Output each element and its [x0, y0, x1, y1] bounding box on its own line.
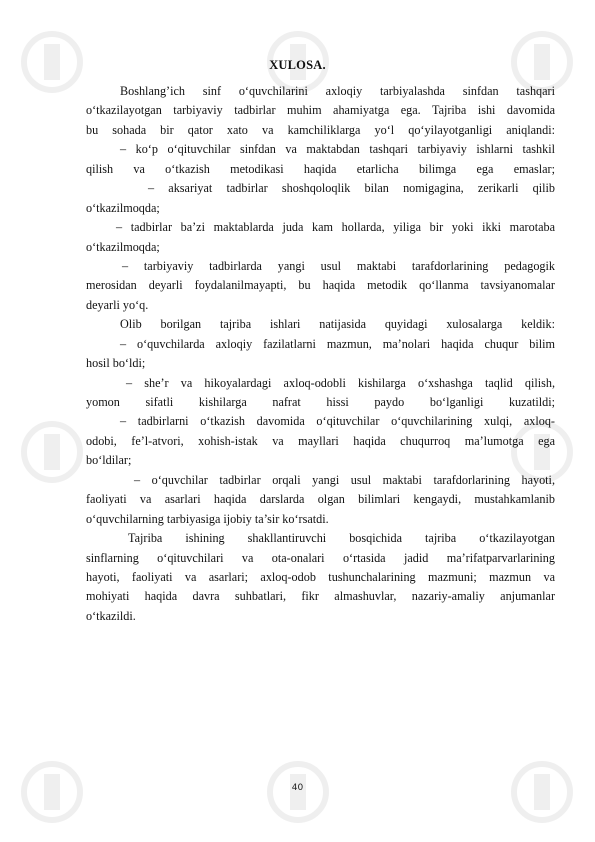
page-number: 40	[291, 783, 304, 793]
text-line: hayoti, faoliyati va asarlari; axloq-odob tushunchalarining mazmuni; mazmun va	[86, 569, 555, 584]
text-line: – tadbirlarni o‘tkazish davomida o‘qituvchilar o‘quvchilarining xulqi, axloq-	[120, 414, 555, 429]
text-line: – ko‘p o‘qituvchilar sinfdan va maktabdan tashqari tarbiyaviy ishlarni tashkil	[120, 142, 555, 157]
text-line: o‘tkazilayotgan tarbiyaviy tadbirlar muhim ahamiyatga ega. Tajriba ishi davomida	[86, 103, 555, 118]
text-line: deyarli yo‘q.	[86, 297, 149, 312]
text-line: o‘tkazildi.	[86, 608, 136, 623]
text-line: Olib borilgan tajriba ishlari natijasida quyidagi xulosalarga keldik:	[120, 317, 555, 332]
text-line: qilish va o‘tkazish metodikasi haqida etarlicha bilimga ega emaslar;	[86, 161, 555, 176]
text-line: merosidan deyarli foydalanilmayapti, bu haqida metodik qo‘llanma tavsiyanomalar	[86, 278, 555, 293]
text-line: odobi, fe’l-atvori, xohish-istak va mayllari haqida chuqurroq ma’lumotga ega	[86, 433, 555, 448]
section-title: XULOSA.	[269, 58, 326, 72]
text-line: sinflarning o‘qituvchilari va ota-onalari o‘rtasida jadid ma’rifatparvarlarining	[86, 550, 555, 565]
text-line: yomon sifatli kishilarga nafrat hissi paydo bo‘lganligi kuzatildi;	[86, 395, 555, 409]
text-line: hosil bo‘ldi;	[86, 356, 146, 371]
text-line: bo‘ldilar;	[86, 453, 132, 468]
text-line: – aksariyat tadbirlar shoshqoloqlik bilan nomigagina, zerikarli qilib	[148, 181, 555, 196]
text-line: o‘tkazilmoqda;	[86, 200, 160, 215]
text-line: Tajriba ishining shakllantiruvchi bosqichida tajriba o‘tkazilayotgan	[128, 531, 555, 546]
text-line: faoliyati va asarlari haqida darslarda olgan bilimlari kengaydi, mustahkamlanib	[86, 492, 555, 507]
text-line: o‘quvchilarning tarbiyasiga ijobiy ta’sir ko‘rsatdi.	[86, 511, 329, 526]
text-line: – o‘quvchilar tadbirlar orqali yangi usul maktabi tarafdorlarining hayoti,	[134, 472, 555, 487]
watermark-logo-icon	[20, 420, 84, 484]
text-line: mohiyati haqida davra suhbatlari, fikr almashuvlar, nazariy-amaliy anjumanlar	[86, 589, 555, 604]
text-line: – tarbiyaviy tadbirlarda yangi usul maktabi tarafdorlarining pedagogik	[122, 258, 555, 273]
text-line: o‘tkazilmoqda;	[86, 239, 160, 254]
text-line: Boshlang’ich sinf o‘quvchilarini axloqiy tarbiyalashda sinfdan tashqari	[120, 84, 555, 98]
text-line: bu sohada bir qator xato va kamchiliklarga yo‘l qo‘yilayotganligi aniqlandi:	[86, 122, 555, 137]
text-line: – tadbirlar ba’zi maktablarda juda kam hollarda, yiliga bir yoki ikki marotaba	[116, 220, 555, 235]
text-line: – o‘quvchilarda axloqiy fazilatlarni mazmun, ma’nolari haqida chuqur bilim	[120, 336, 555, 351]
body-text	[86, 82, 555, 626]
text-line: – she’r va hikoyalardagi axloq-odobli kishilarga o‘xshashga taqlid qilish,	[126, 375, 555, 390]
